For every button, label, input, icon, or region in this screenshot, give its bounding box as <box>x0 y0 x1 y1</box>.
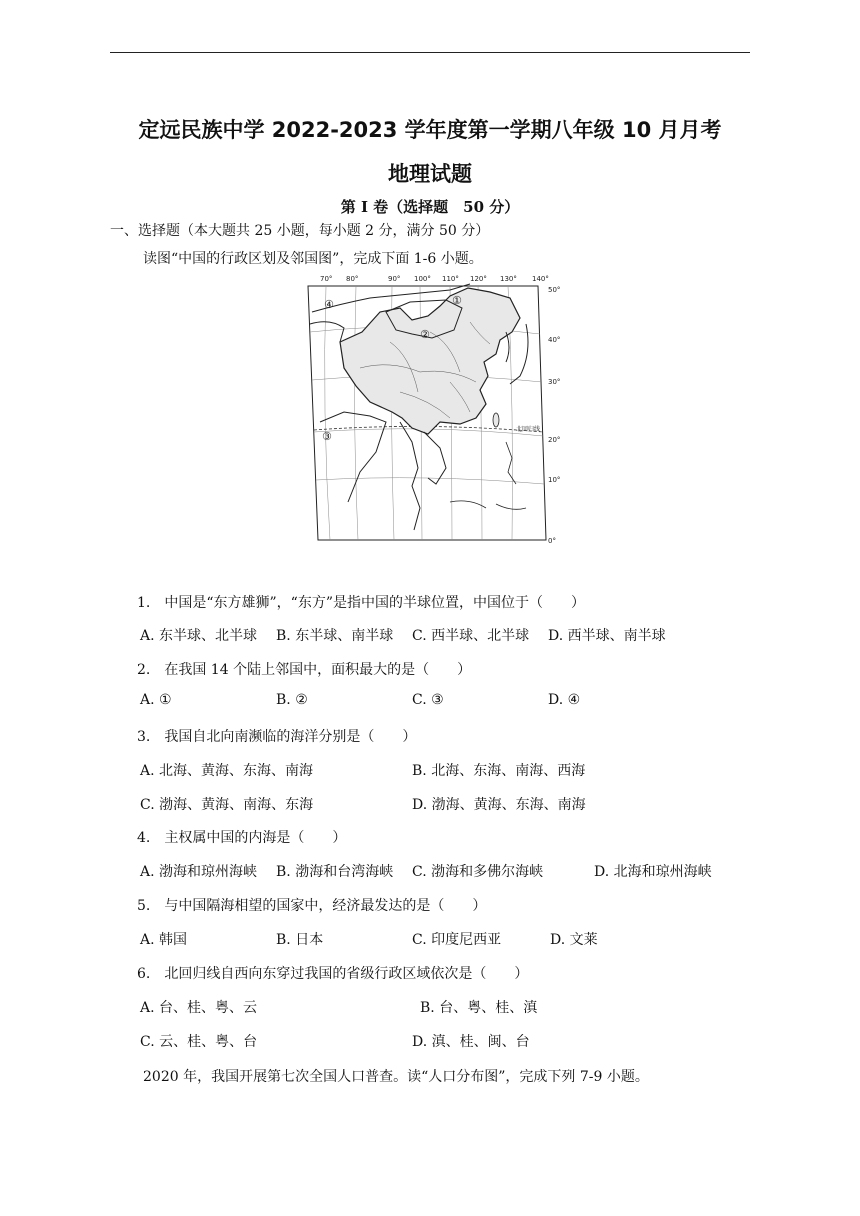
q1-option-a[interactable]: A. 东半球、北半球 <box>140 628 258 644</box>
lon-label: 120° <box>470 275 487 283</box>
question-5: 5. 与中国隔海相望的国家中，经济最发达的是（ ） <box>137 898 487 914</box>
exam-title: 定远民族中学 2022-2023 学年度第一学期八年级 10 月月考 <box>138 118 722 142</box>
q2-option-a[interactable]: A. ① <box>140 692 172 708</box>
lon-label: 100° <box>414 275 431 283</box>
q5-option-a[interactable]: A. 韩国 <box>140 932 188 948</box>
lon-label: 80° <box>346 275 359 283</box>
q3-option-b[interactable]: B. 北海、东海、南海、西海 <box>412 763 586 779</box>
q5-option-b[interactable]: B. 日本 <box>276 932 324 948</box>
q3-option-c[interactable]: C. 渤海、黄海、南海、东海 <box>140 797 314 813</box>
lat-label: 0° <box>548 537 556 545</box>
section-title: 第 I 卷（选择题 50 分） <box>340 198 520 216</box>
question-2: 2. 在我国 14 个陆上邻国中，面积最大的是（ ） <box>137 662 472 678</box>
top-rule <box>110 52 750 53</box>
q6-option-c[interactable]: C. 云、桂、粤、台 <box>140 1034 258 1050</box>
question-6: 6. 北回归线自西向东穿过我国的省级行政区域依次是（ ） <box>137 966 529 982</box>
subject-title: 地理试题 <box>388 162 472 186</box>
lon-label: 110° <box>442 275 459 283</box>
q6-option-b[interactable]: B. 台、粤、桂、滇 <box>420 1000 538 1016</box>
q5-option-d[interactable]: D. 文莱 <box>550 932 598 948</box>
question-1: 1. 中国是“东方雄狮”，“东方”是指中国的半球位置，中国位于（ ） <box>137 595 585 611</box>
lon-label: 70° <box>320 275 333 283</box>
marker-4: ④ <box>324 298 334 311</box>
q4-option-b[interactable]: B. 渤海和台湾海峡 <box>276 864 394 880</box>
question-3: 3. 我国自北向南濒临的海洋分别是（ ） <box>137 729 417 745</box>
q5-option-c[interactable]: C. 印度尼西亚 <box>412 932 502 948</box>
lon-label: 90° <box>388 275 401 283</box>
lon-label: 140° <box>532 275 549 283</box>
q6-option-a[interactable]: A. 台、桂、粤、云 <box>140 1000 258 1016</box>
lat-label: 20° <box>548 436 560 444</box>
lat-label: 50° <box>548 286 560 294</box>
q2-option-b[interactable]: B. ② <box>276 692 308 708</box>
lat-label: 30° <box>548 378 560 386</box>
q3-option-a[interactable]: A. 北海、黄海、东海、南海 <box>140 763 314 779</box>
lat-label: 10° <box>548 476 560 484</box>
q2-option-c[interactable]: C. ③ <box>412 692 444 708</box>
tropic-label: 北回归线 <box>516 426 541 433</box>
lon-label: 130° <box>500 275 517 283</box>
q6-option-d[interactable]: D. 滇、桂、闽、台 <box>412 1034 530 1050</box>
q4-option-a[interactable]: A. 渤海和琼州海峡 <box>140 864 258 880</box>
q4-option-c[interactable]: C. 渤海和多佛尔海峡 <box>412 864 544 880</box>
q3-option-d[interactable]: D. 渤海、黄海、东海、南海 <box>412 797 586 813</box>
question-4: 4. 主权属中国的内海是（ ） <box>137 830 347 846</box>
lat-label: 40° <box>548 336 560 344</box>
map-intro: 读图“中国的行政区划及邻国图”，完成下面 1-6 小题。 <box>143 251 483 267</box>
marker-3: ③ <box>322 430 332 443</box>
q1-option-c[interactable]: C. 西半球、北半球 <box>412 628 530 644</box>
q4-option-d[interactable]: D. 北海和琼州海峡 <box>594 864 712 880</box>
marker-2: ② <box>420 328 430 341</box>
q1-option-d[interactable]: D. 西半球、南半球 <box>548 628 666 644</box>
q2-option-d[interactable]: D. ④ <box>548 692 581 708</box>
marker-1: ① <box>452 294 462 307</box>
china-admin-map <box>300 272 560 548</box>
part-heading: 一、选择题（本大题共 25 小题，每小题 2 分，满分 50 分） <box>110 223 490 239</box>
q1-option-b[interactable]: B. 东半球、南半球 <box>276 628 394 644</box>
next-intro: 2020 年，我国开展第七次全国人口普查。读“人口分布图”，完成下列 7-9 小题。 <box>143 1069 649 1085</box>
